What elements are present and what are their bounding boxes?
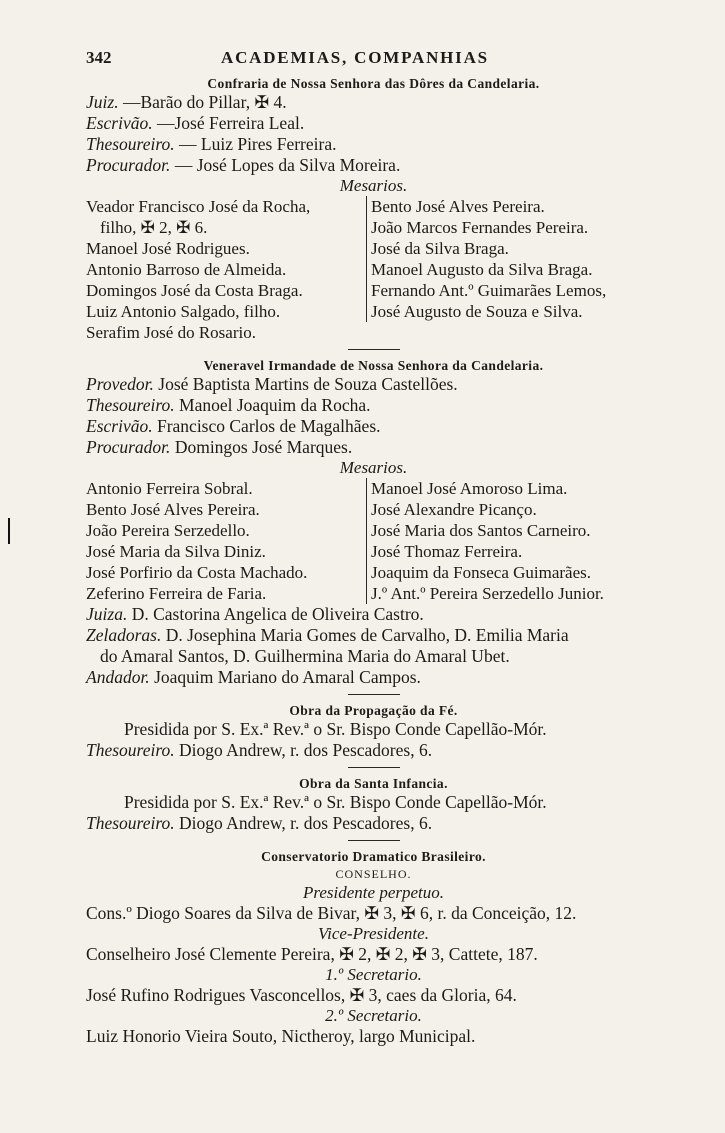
role-label: Zeladoras.: [86, 625, 162, 645]
entry-text: Diogo Andrew, r. dos Pescadores, 6.: [174, 740, 433, 760]
presidente-label: Presidente perpetuo.: [303, 883, 444, 902]
presidente-entry: Cons.º Diogo Soares da Silva de Bivar, ✠ 3, ✠ 6, r. da Conceição, 12.: [86, 903, 577, 923]
list-item: Veador Francisco José da Rocha,: [86, 197, 311, 216]
mesarios-left: [86, 478, 366, 604]
entry-text: Domingos José Marques.: [170, 437, 353, 457]
list-item: Joaquim da Fonseca Guimarães.: [371, 563, 591, 582]
role-label: Procurador.: [86, 155, 171, 175]
role-label: Thesoureiro.: [86, 813, 175, 833]
role-label: Thesoureiro.: [86, 395, 175, 415]
entry-text: Diogo Andrew, r. dos Pescadores, 6.: [174, 813, 433, 833]
list-item: José Porfirio da Costa Machado.: [86, 563, 308, 582]
entry-juiz: [86, 92, 661, 113]
entry-zeladoras: [86, 625, 661, 646]
entry-text: Francisco Carlos de Magalhães.: [152, 416, 381, 436]
conselho-label: CONSELHO.: [335, 867, 412, 881]
entry-procurador: [86, 437, 661, 458]
role-label: Juiza.: [86, 604, 128, 624]
vice-label: Vice-Presidente.: [318, 924, 429, 943]
mesarios-right: [366, 196, 606, 322]
list-item: José Maria dos Santos Carneiro.: [371, 521, 591, 540]
list-item: José Alexandre Picanço.: [371, 500, 537, 519]
mesarios-columns: [86, 196, 661, 343]
role-label: Escrivão.: [86, 416, 153, 436]
entry-thesoureiro: [86, 813, 661, 834]
list-item: José Thomaz Ferreira.: [371, 542, 523, 561]
list-item: J.º Ant.º Pereira Serzedello Junior.: [371, 584, 604, 603]
role-label: Thesoureiro.: [86, 134, 175, 154]
list-item: Manoel José Amoroso Lima.: [371, 479, 568, 498]
divider: [348, 349, 400, 350]
section-santa-infancia: [86, 776, 661, 834]
list-item: Bento José Alves Pereira.: [86, 500, 260, 519]
page-number: 342: [86, 48, 112, 67]
entry-provedor: [86, 374, 661, 395]
role-label: Andador.: [86, 667, 150, 687]
mesarios-right: [366, 478, 604, 604]
section-propagacao: [86, 703, 661, 761]
entry-escrivao: [86, 416, 661, 437]
list-item: Zeferino Ferreira de Faria.: [86, 584, 267, 603]
divider: [348, 767, 400, 768]
role-label: Provedor.: [86, 374, 154, 394]
list-item: Luiz Antonio Salgado, filho.: [86, 302, 281, 321]
entry-text: José Baptista Martins de Souza Castellões.: [153, 374, 458, 394]
entry-thesoureiro: [86, 134, 661, 155]
secretario1-entry: José Rufino Rodrigues Vasconcellos, ✠ 3, caes da Gloria, 64.: [86, 985, 517, 1005]
secretario1-label: 1.º Secretario.: [325, 965, 422, 984]
list-item: João Pereira Serzedello.: [86, 521, 250, 540]
list-item: Manoel Augusto da Silva Braga.: [371, 260, 593, 279]
entry-text: D. Castorina Angelica de Oliveira Castro.: [127, 604, 424, 624]
list-item: Domingos José da Costa Braga.: [86, 281, 303, 300]
section-title: Obra da Santa Infancia.: [299, 776, 448, 791]
entry-text: Manoel Joaquim da Rocha.: [174, 395, 371, 415]
section-title: Conservatorio Dramatico Brasileiro.: [261, 849, 486, 864]
running-title: ACADEMIAS, COMPANHIAS: [221, 48, 489, 67]
role-label: Juiz.: [86, 92, 119, 112]
margin-mark: [8, 518, 10, 544]
divider: [348, 840, 400, 841]
list-item: Fernando Ant.º Guimarães Lemos,: [371, 281, 607, 300]
entry-thesoureiro: [86, 740, 661, 761]
list-item: Antonio Barroso de Almeida.: [86, 260, 287, 279]
secretario2-label: 2.º Secretario.: [325, 1006, 422, 1025]
section-title: Veneravel Irmandade de Nossa Senhora da Candelaria.: [203, 358, 544, 373]
list-item: Manoel José Rodrigues.: [86, 239, 250, 258]
running-head: [86, 48, 661, 76]
vice-entry: Conselheiro José Clemente Pereira, ✠ 2, ✠ 2, ✠ 3, Cattete, 187.: [86, 944, 538, 964]
list-item: Serafim José do Rosario.: [86, 323, 256, 342]
list-item: José da Silva Braga.: [371, 239, 509, 258]
entry-zeladoras-cont: do Amaral Santos, D. Guilhermina Maria do Amaral Ubet.: [100, 646, 510, 666]
mesarios-label: Mesarios.: [339, 458, 408, 477]
list-item: Bento José Alves Pereira.: [371, 197, 545, 216]
entry-procurador: [86, 155, 661, 176]
secretario2-entry: Luiz Honorio Vieira Souto, Nictheroy, largo Municipal.: [86, 1026, 476, 1046]
presidida-line: Presidida por S. Ex.ª Rev.ª o Sr. Bispo Conde Capellão-Mór.: [124, 792, 547, 812]
presidida-line: Presidida por S. Ex.ª Rev.ª o Sr. Bispo Conde Capellão-Mór.: [124, 719, 547, 739]
section-title: Obra da Propagação da Fé.: [289, 703, 458, 718]
entry-text: — José Lopes da Silva Moreira.: [170, 155, 401, 175]
list-item: José Maria da Silva Diniz.: [86, 542, 266, 561]
page: [86, 48, 661, 1047]
entry-text: D. Josephina Maria Gomes de Carvalho, D. Emilia Maria: [161, 625, 569, 645]
mesarios-label: Mesarios.: [339, 176, 408, 195]
entry-andador: [86, 667, 661, 688]
entry-text: —José Ferreira Leal.: [152, 113, 305, 133]
section-title: Confraria de Nossa Senhora das Dôres da Candelaria.: [207, 76, 540, 91]
entry-text: — Luiz Pires Ferreira.: [174, 134, 337, 154]
role-label: Procurador.: [86, 437, 171, 457]
entry-text: Joaquim Mariano do Amaral Campos.: [149, 667, 421, 687]
entry-text: —Barão do Pillar, ✠ 4.: [118, 92, 287, 112]
mesarios-left: [86, 196, 366, 343]
entry-juiza: [86, 604, 661, 625]
entry-thesoureiro: [86, 395, 661, 416]
role-label: Thesoureiro.: [86, 740, 175, 760]
list-item: Antonio Ferreira Sobral.: [86, 479, 253, 498]
section-irmandade: [86, 358, 661, 688]
mesarios-columns: [86, 478, 661, 604]
section-conservatorio: [86, 849, 661, 1047]
list-item: filho, ✠ 2, ✠ 6.: [100, 218, 208, 237]
divider: [348, 694, 400, 695]
list-item: João Marcos Fernandes Pereira.: [371, 218, 589, 237]
role-label: Escrivão.: [86, 113, 153, 133]
list-item: José Augusto de Souza e Silva.: [371, 302, 583, 321]
entry-escrivao: [86, 113, 661, 134]
section-confraria: [86, 76, 661, 343]
